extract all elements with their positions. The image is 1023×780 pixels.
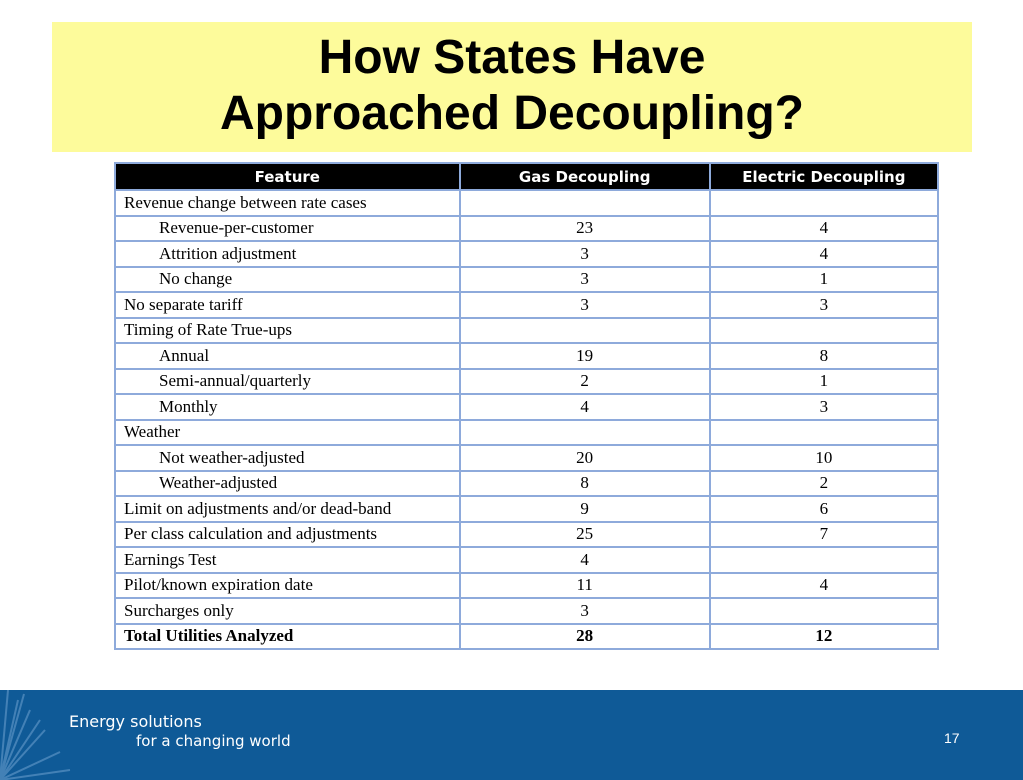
gas-value-cell: 25 bbox=[460, 522, 710, 548]
gas-value-cell: 4 bbox=[460, 547, 710, 573]
table-row bbox=[115, 318, 938, 344]
gas-value-cell: 11 bbox=[460, 573, 710, 599]
gas-value-cell: 28 bbox=[460, 624, 710, 650]
gas-value-cell: 3 bbox=[460, 241, 710, 267]
electric-value-cell: 12 bbox=[710, 624, 938, 650]
table-row bbox=[115, 216, 938, 242]
gas-value-cell: 9 bbox=[460, 496, 710, 522]
table-header-row bbox=[115, 163, 938, 190]
feature-cell: Attrition adjustment bbox=[115, 241, 460, 267]
table-row bbox=[115, 369, 938, 395]
electric-value-cell: 4 bbox=[710, 241, 938, 267]
slide-title bbox=[52, 22, 972, 142]
feature-cell: Timing of Rate True-ups bbox=[115, 318, 460, 344]
feature-cell: Per class calculation and adjustments bbox=[115, 522, 460, 548]
feature-cell: Not weather-adjusted bbox=[115, 445, 460, 471]
table-row bbox=[115, 343, 938, 369]
header-electric-decoupling: Electric Decoupling bbox=[710, 163, 938, 190]
electric-value-cell bbox=[710, 318, 938, 344]
electric-value-cell: 3 bbox=[710, 394, 938, 420]
table-body bbox=[115, 190, 938, 649]
electric-value-cell: 4 bbox=[710, 573, 938, 599]
feature-cell: Weather-adjusted bbox=[115, 471, 460, 497]
electric-value-cell bbox=[710, 420, 938, 446]
feature-cell: Pilot/known expiration date bbox=[115, 573, 460, 599]
electric-value-cell: 4 bbox=[710, 216, 938, 242]
gas-value-cell: 3 bbox=[460, 598, 710, 624]
table-row bbox=[115, 267, 938, 293]
gas-value-cell: 23 bbox=[460, 216, 710, 242]
electric-value-cell: 1 bbox=[710, 267, 938, 293]
slide-number: 17 bbox=[944, 730, 960, 746]
gas-value-cell bbox=[460, 318, 710, 344]
feature-cell: Earnings Test bbox=[115, 547, 460, 573]
gas-value-cell: 3 bbox=[460, 267, 710, 293]
electric-value-cell bbox=[710, 547, 938, 573]
slide-title-line-1: How States Have bbox=[318, 31, 706, 84]
title-banner bbox=[52, 22, 972, 152]
feature-cell: Semi-annual/quarterly bbox=[115, 369, 460, 395]
feature-cell: Limit on adjustments and/or dead-band bbox=[115, 496, 460, 522]
footer-bar bbox=[0, 690, 1023, 780]
table-row bbox=[115, 573, 938, 599]
table-row bbox=[115, 241, 938, 267]
decoupling-table bbox=[114, 162, 939, 650]
gas-value-cell: 19 bbox=[460, 343, 710, 369]
feature-cell: No change bbox=[115, 267, 460, 293]
gas-value-cell: 8 bbox=[460, 471, 710, 497]
electric-value-cell: 2 bbox=[710, 471, 938, 497]
starburst-icon bbox=[0, 690, 120, 780]
brand-tagline-line-1: Energy solutions bbox=[69, 712, 202, 731]
header-gas-decoupling: Gas Decoupling bbox=[460, 163, 710, 190]
gas-value-cell: 2 bbox=[460, 369, 710, 395]
table-row bbox=[115, 420, 938, 446]
electric-value-cell: 6 bbox=[710, 496, 938, 522]
table-row bbox=[115, 624, 938, 650]
table-row bbox=[115, 471, 938, 497]
feature-cell: Revenue change between rate cases bbox=[115, 190, 460, 216]
electric-value-cell bbox=[710, 190, 938, 216]
electric-value-cell: 3 bbox=[710, 292, 938, 318]
table-row bbox=[115, 496, 938, 522]
table-row bbox=[115, 394, 938, 420]
header-feature: Feature bbox=[115, 163, 460, 190]
gas-value-cell: 20 bbox=[460, 445, 710, 471]
table-row bbox=[115, 522, 938, 548]
feature-cell: No separate tariff bbox=[115, 292, 460, 318]
table-row bbox=[115, 547, 938, 573]
electric-value-cell: 10 bbox=[710, 445, 938, 471]
electric-value-cell: 8 bbox=[710, 343, 938, 369]
feature-cell: Annual bbox=[115, 343, 460, 369]
table-row bbox=[115, 598, 938, 624]
slide-title-line-2: Approached Decoupling? bbox=[219, 87, 804, 140]
gas-value-cell bbox=[460, 420, 710, 446]
gas-value-cell: 4 bbox=[460, 394, 710, 420]
feature-cell: Revenue-per-customer bbox=[115, 216, 460, 242]
electric-value-cell: 7 bbox=[710, 522, 938, 548]
feature-cell: Surcharges only bbox=[115, 598, 460, 624]
feature-cell: Monthly bbox=[115, 394, 460, 420]
table-row bbox=[115, 445, 938, 471]
feature-cell: Weather bbox=[115, 420, 460, 446]
gas-value-cell: 3 bbox=[460, 292, 710, 318]
table-row bbox=[115, 292, 938, 318]
electric-value-cell bbox=[710, 598, 938, 624]
gas-value-cell bbox=[460, 190, 710, 216]
feature-cell: Total Utilities Analyzed bbox=[115, 624, 460, 650]
table-row bbox=[115, 190, 938, 216]
brand-tagline-line-2: for a changing world bbox=[136, 732, 291, 750]
electric-value-cell: 1 bbox=[710, 369, 938, 395]
